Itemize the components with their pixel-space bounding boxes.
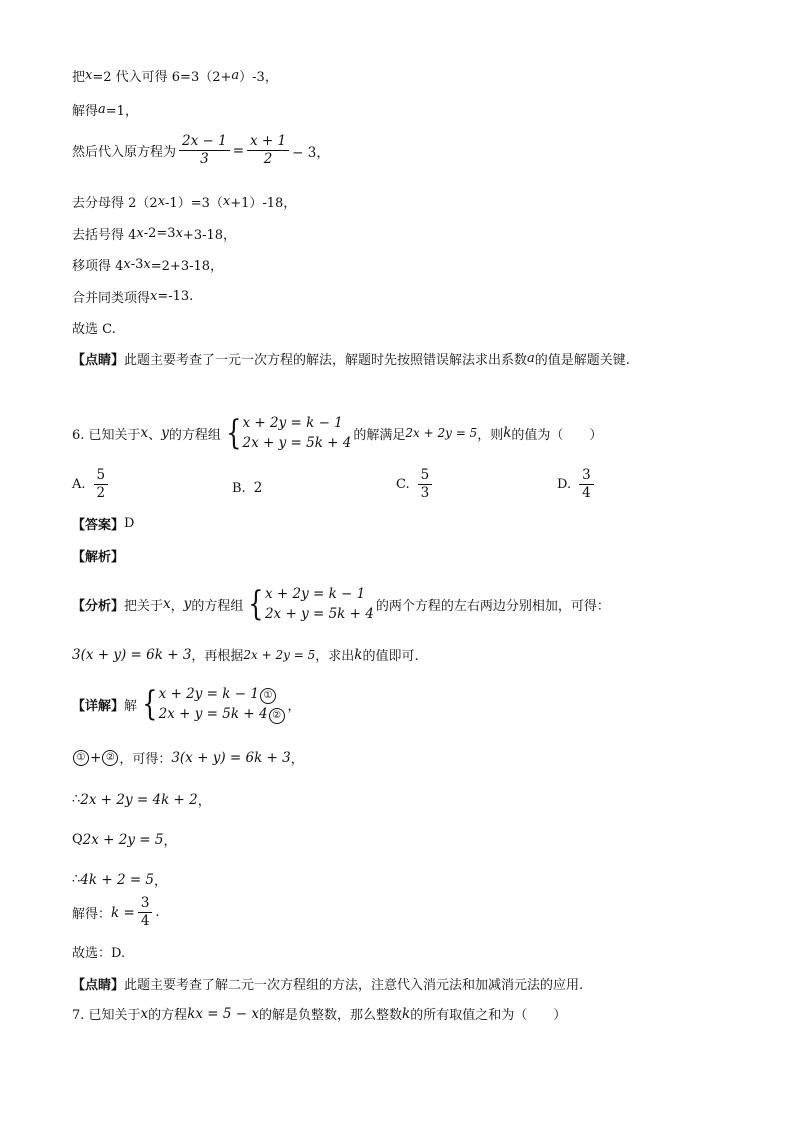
numerator: 3: [138, 896, 153, 913]
left-brace: {: [226, 413, 242, 453]
text: 的方程: [148, 1008, 188, 1023]
analysis-header: [72, 546, 124, 565]
text: 的解满足: [353, 427, 406, 443]
text: ，: [287, 698, 301, 714]
option-b[interactable]: [232, 480, 262, 496]
detail-line-5: [72, 870, 167, 889]
text: ，可得：: [119, 752, 172, 767]
var: x: [85, 68, 93, 83]
fraction: [94, 468, 109, 501]
because-symbol: Q: [72, 832, 83, 847]
text: 6. 已知关于: [72, 427, 141, 443]
text: 的方程组: [191, 598, 244, 614]
detail-line-3: [72, 790, 211, 809]
equation-2: 2x + y = 5k + 4: [242, 435, 352, 451]
text: ）-3，: [239, 70, 278, 85]
condition: 2x + 2y = 5: [405, 426, 478, 440]
section-tag: 【分析】: [72, 598, 125, 614]
var: x: [163, 596, 171, 612]
equations: [265, 584, 374, 624]
solution-line-4: [72, 192, 296, 211]
var: a: [527, 351, 535, 366]
equation-1: x + 2y = k − 1: [242, 415, 343, 431]
var: y: [161, 425, 169, 441]
text: 7. 已知关于: [72, 1008, 141, 1023]
text: 去分母得 2（2: [72, 196, 158, 211]
therefore-symbol: ∴: [72, 872, 81, 887]
text: -3: [130, 257, 144, 272]
section-tag: 【答案】: [72, 518, 125, 533]
denominator: 3: [200, 151, 209, 167]
text: 的方程组: [168, 427, 221, 443]
numerator: 5: [418, 468, 433, 485]
text: 解: [124, 698, 138, 714]
var: a: [98, 102, 106, 117]
var: x: [123, 257, 131, 272]
equation-system: [139, 684, 286, 724]
var: k: [354, 646, 363, 663]
text: 的值为（ ）: [511, 427, 603, 443]
text: 故选 C.: [72, 322, 116, 337]
option-value: 2: [253, 480, 263, 496]
text: 的值即可.: [362, 649, 419, 664]
option-a[interactable]: [72, 468, 111, 501]
math-expression: 3(x + y) = 6k + 3: [171, 749, 291, 766]
denominator: 4: [140, 913, 150, 929]
analysis-line-2: [72, 645, 419, 664]
equation-1: x + 2y = k − 1: [264, 586, 366, 602]
var: k: [503, 425, 512, 441]
solution-line-1: [72, 66, 278, 85]
math-expression: 3(x + y) = 6k + 3: [72, 646, 192, 663]
denominator: 2: [263, 151, 273, 167]
text: 去括号得 4: [72, 228, 137, 243]
text: 把: [72, 70, 86, 85]
denominator: 3: [420, 485, 430, 501]
var: x: [136, 226, 144, 241]
text: =1，: [105, 104, 138, 119]
text: 故选：D.: [72, 946, 126, 961]
plus-sign: +: [90, 749, 102, 766]
equation-1: x + 2y = k − 1: [158, 686, 259, 702]
text: .: [155, 905, 160, 920]
text: ，: [290, 752, 304, 767]
left-brace: {: [142, 684, 158, 724]
option-label: D.: [557, 477, 572, 492]
math-expression: k =: [111, 904, 135, 921]
circled-number: ②: [102, 750, 118, 766]
text: 移项得 4: [72, 259, 124, 274]
text: ，: [197, 794, 211, 809]
text: 解得：: [72, 907, 112, 922]
equals: =: [232, 142, 245, 159]
equation-system: [223, 413, 352, 453]
var: k: [402, 1005, 411, 1022]
var: x: [140, 1005, 149, 1022]
solution-line-5: [72, 224, 236, 243]
denominator: 2: [96, 485, 106, 501]
var: x: [150, 289, 158, 304]
section-tag: 【解析】: [72, 550, 125, 565]
numerator: 2x − 1: [179, 134, 230, 151]
option-label: C.: [396, 477, 410, 492]
analysis-line-1: [72, 584, 610, 624]
var: x: [140, 425, 149, 441]
question-7: [72, 1004, 566, 1023]
text: -2=3: [143, 226, 176, 241]
circled-number: ②: [269, 708, 285, 724]
section-tag: 【详解】: [72, 698, 125, 714]
equations: [159, 684, 286, 724]
text: 解得: [72, 104, 99, 119]
text: 的解是负整数，那么整数: [258, 1008, 402, 1023]
text: ，: [170, 598, 184, 614]
fraction: [579, 468, 594, 501]
solution-line-3: [72, 134, 330, 167]
var: a: [231, 68, 240, 83]
math-expression: 2x + 2y = 4k + 2: [80, 791, 198, 808]
solution-line-7: [72, 287, 193, 306]
text: 此题主要考查了一元一次方程的解法，解题时先按照错误解法求出系数: [124, 353, 528, 368]
therefore-symbol: ∴: [72, 792, 81, 807]
detail-line-1: [72, 684, 301, 724]
math-expression: 4k + 2 = 5: [80, 871, 155, 888]
fraction: [179, 134, 230, 167]
option-d[interactable]: [557, 468, 597, 501]
text: ，: [163, 834, 177, 849]
text: ，则: [477, 427, 504, 443]
math-expression: kx = 5 − x: [187, 1005, 259, 1022]
option-c[interactable]: [396, 468, 435, 501]
text: -1）=3（: [165, 196, 223, 211]
condition: 2x + 2y = 5: [243, 647, 316, 662]
text: =2 代入可得 6=3（2+: [92, 70, 232, 85]
text: 把关于: [124, 598, 164, 614]
section-tag: 【点睛】: [72, 353, 125, 368]
text: − 3，: [292, 144, 330, 161]
var: x: [175, 226, 183, 241]
text: 、: [148, 427, 162, 443]
numerator: x + 1: [247, 134, 289, 151]
var: x: [143, 257, 151, 272]
numerator: 3: [579, 468, 594, 485]
var: x: [222, 194, 231, 209]
question-6: [72, 413, 602, 453]
fraction: [138, 896, 153, 929]
equation-2: 2x + y = 5k + 4: [158, 706, 268, 722]
key-point-6: [72, 974, 583, 993]
numerator: 5: [94, 468, 109, 485]
detail-line-2: [72, 748, 304, 767]
fraction: [418, 468, 433, 501]
detail-line-7: [72, 942, 125, 961]
solution-line-6: [72, 255, 223, 274]
key-point-5: [72, 349, 630, 368]
text: ，: [154, 874, 168, 889]
text: =2+3-18，: [150, 259, 224, 274]
text: =-13.: [157, 289, 194, 304]
detail-line-6: [72, 896, 160, 929]
text: 此题主要考查了解二元一次方程组的方法，注意代入消元法和加减消元法的应用.: [124, 978, 584, 993]
circled-number: ①: [73, 750, 89, 766]
text: ，求出: [315, 649, 355, 664]
text: +3-18，: [182, 228, 237, 243]
denominator: 4: [582, 485, 591, 501]
text: 的值是解题关键.: [534, 353, 630, 368]
section-tag: 【点睛】: [72, 978, 125, 993]
text: 的所有取值之和为（ ）: [410, 1008, 567, 1023]
text: 然后代入原方程为: [72, 145, 177, 160]
option-label: A.: [72, 477, 86, 492]
text: 的两个方程的左右两边分别相加，可得：: [375, 598, 610, 614]
var: x: [157, 194, 166, 209]
math-expression: 2x + 2y = 5: [82, 831, 164, 848]
text: 合并同类项得: [72, 291, 151, 306]
choice-line: [72, 318, 116, 337]
solution-line-2: [72, 100, 138, 119]
var: y: [183, 596, 192, 612]
text: +1）-18，: [230, 196, 297, 211]
equation-system: [245, 584, 374, 624]
left-brace: {: [248, 584, 264, 624]
answer-value: D: [124, 516, 135, 531]
detail-line-4: [72, 830, 176, 849]
answer-line: [72, 514, 134, 533]
equation-2: 2x + y = 5k + 4: [264, 606, 374, 622]
fraction: [247, 134, 289, 167]
option-label: B.: [232, 480, 246, 496]
equations: [242, 413, 351, 453]
circled-number: ①: [260, 688, 276, 704]
text: ，再根据: [191, 649, 244, 664]
